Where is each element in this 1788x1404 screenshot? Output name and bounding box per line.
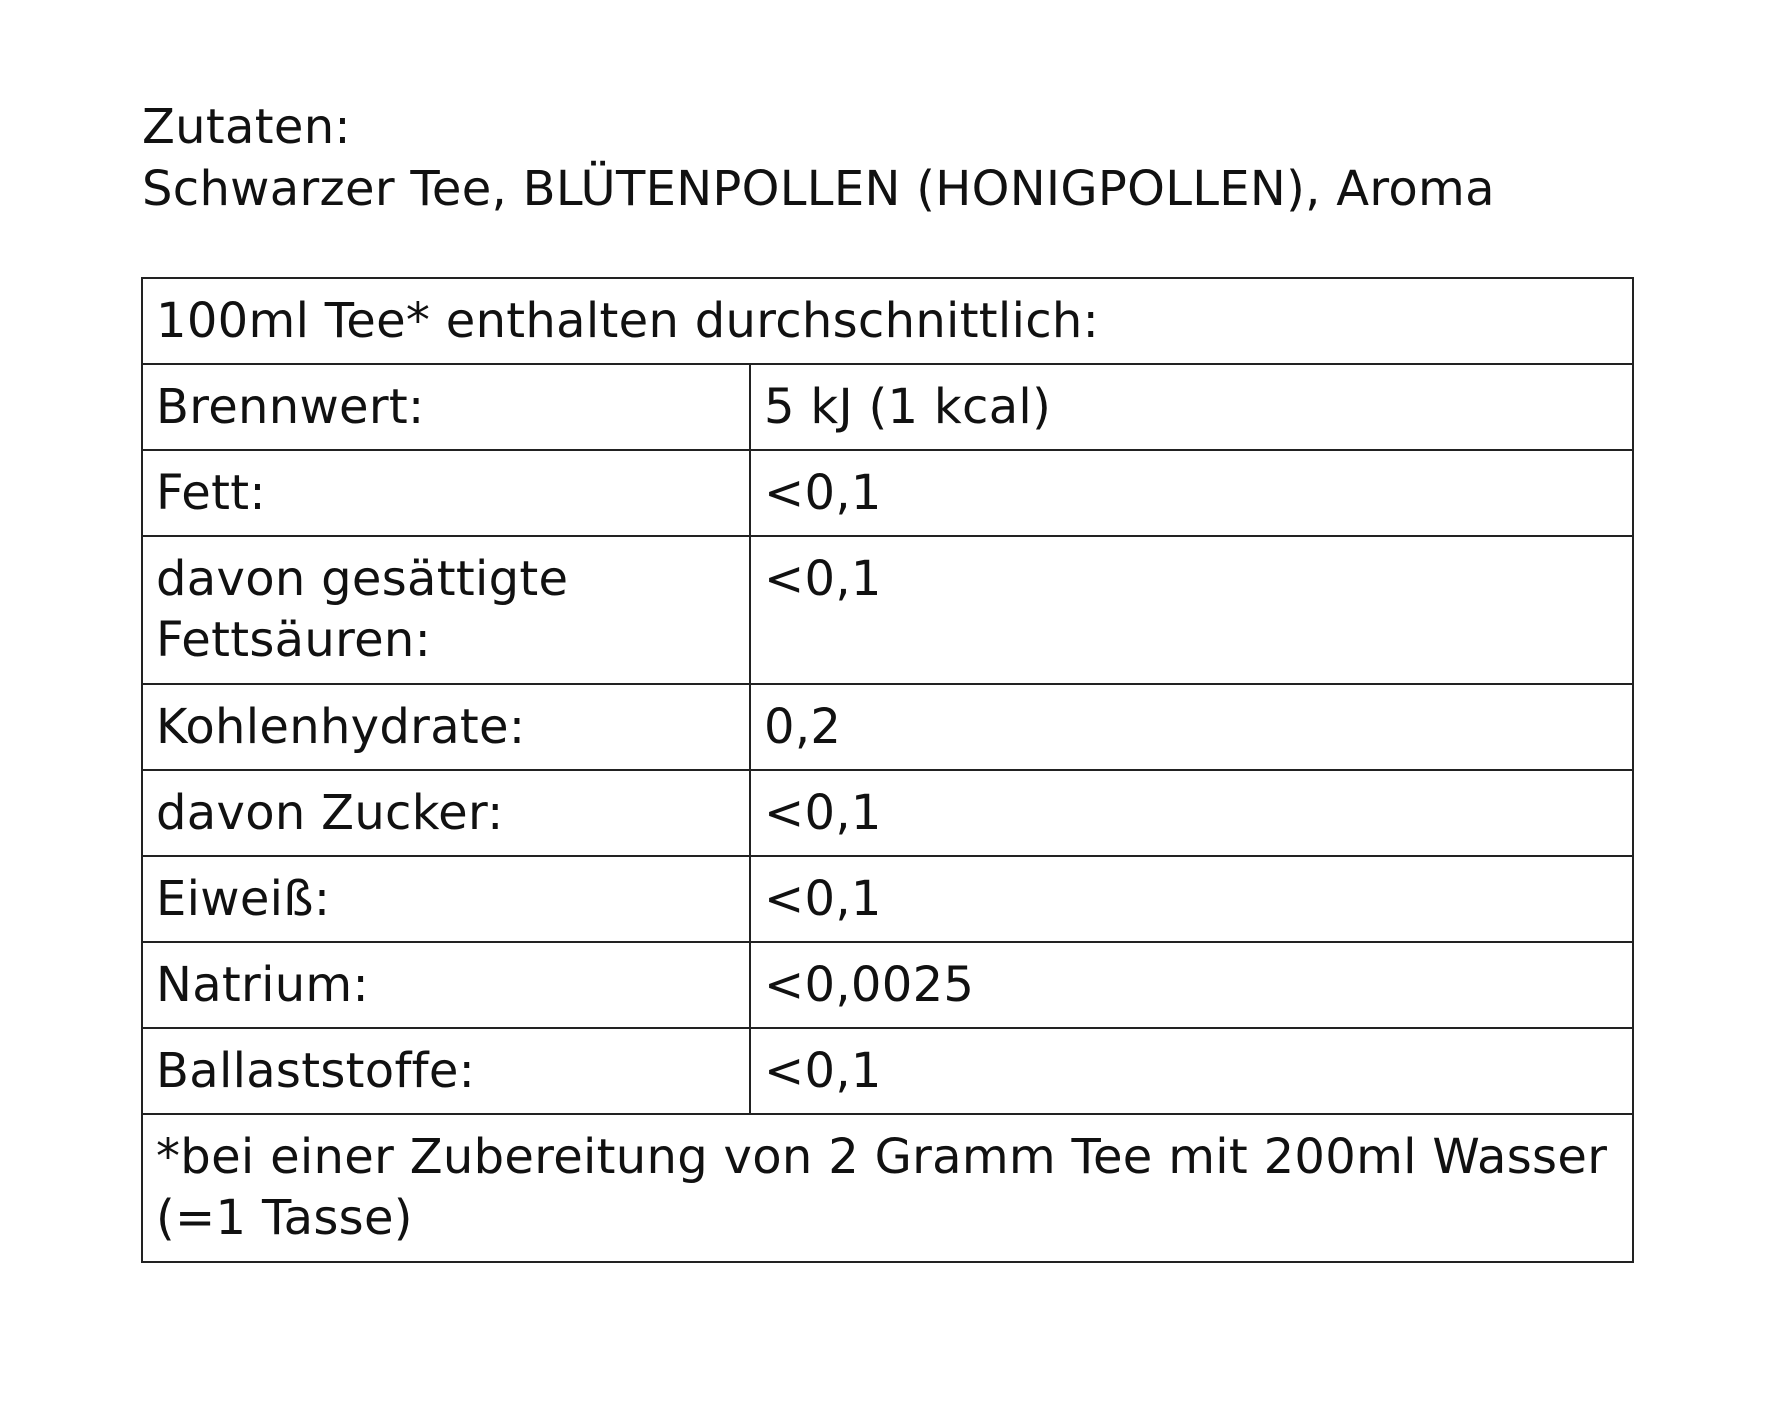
nutrient-value: 0,2 xyxy=(750,684,1633,770)
table-row xyxy=(142,942,1633,1028)
nutrient-value: <0,1 xyxy=(750,1028,1633,1114)
footnote-row xyxy=(142,1114,1633,1262)
nutrient-label: Fett: xyxy=(142,450,750,536)
nutrient-value: 5 kJ (1 kcal) xyxy=(750,364,1633,450)
table-row xyxy=(142,770,1633,856)
nutrient-value: <0,0025 xyxy=(750,942,1633,1028)
table-row xyxy=(142,450,1633,536)
table-row xyxy=(142,1028,1633,1114)
nutrient-label: davon Zucker: xyxy=(142,770,750,856)
nutrient-label: Brennwert: xyxy=(142,364,750,450)
table-row xyxy=(142,364,1633,450)
table-row xyxy=(142,856,1633,942)
nutrition-header: 100ml Tee* enthalten durchschnittlich: xyxy=(142,278,1633,364)
nutrient-value: <0,1 xyxy=(750,450,1633,536)
nutrition-table xyxy=(141,277,1634,1263)
nutrient-value: <0,1 xyxy=(750,856,1633,942)
ingredients-list: Schwarzer Tee, BLÜTENPOLLEN (HONIGPOLLEN), Aroma xyxy=(142,161,1495,217)
ingredients-heading: Zutaten: xyxy=(142,99,351,155)
table-row xyxy=(142,684,1633,770)
nutrition-header-row xyxy=(142,278,1633,364)
nutrient-value: <0,1 xyxy=(750,536,1633,684)
nutrient-label: davon gesättigte Fettsäuren: xyxy=(142,536,750,684)
nutrient-label: Eiweiß: xyxy=(142,856,750,942)
nutrient-label: Ballaststoffe: xyxy=(142,1028,750,1114)
ingredients-section xyxy=(142,96,1495,220)
nutrient-value: <0,1 xyxy=(750,770,1633,856)
nutrient-label: Kohlenhydrate: xyxy=(142,684,750,770)
table-row xyxy=(142,536,1633,684)
footnote: *bei einer Zubereitung von 2 Gramm Tee mit 200ml Wasser (=1 Tasse) xyxy=(142,1114,1633,1262)
nutrient-label: Natrium: xyxy=(142,942,750,1028)
